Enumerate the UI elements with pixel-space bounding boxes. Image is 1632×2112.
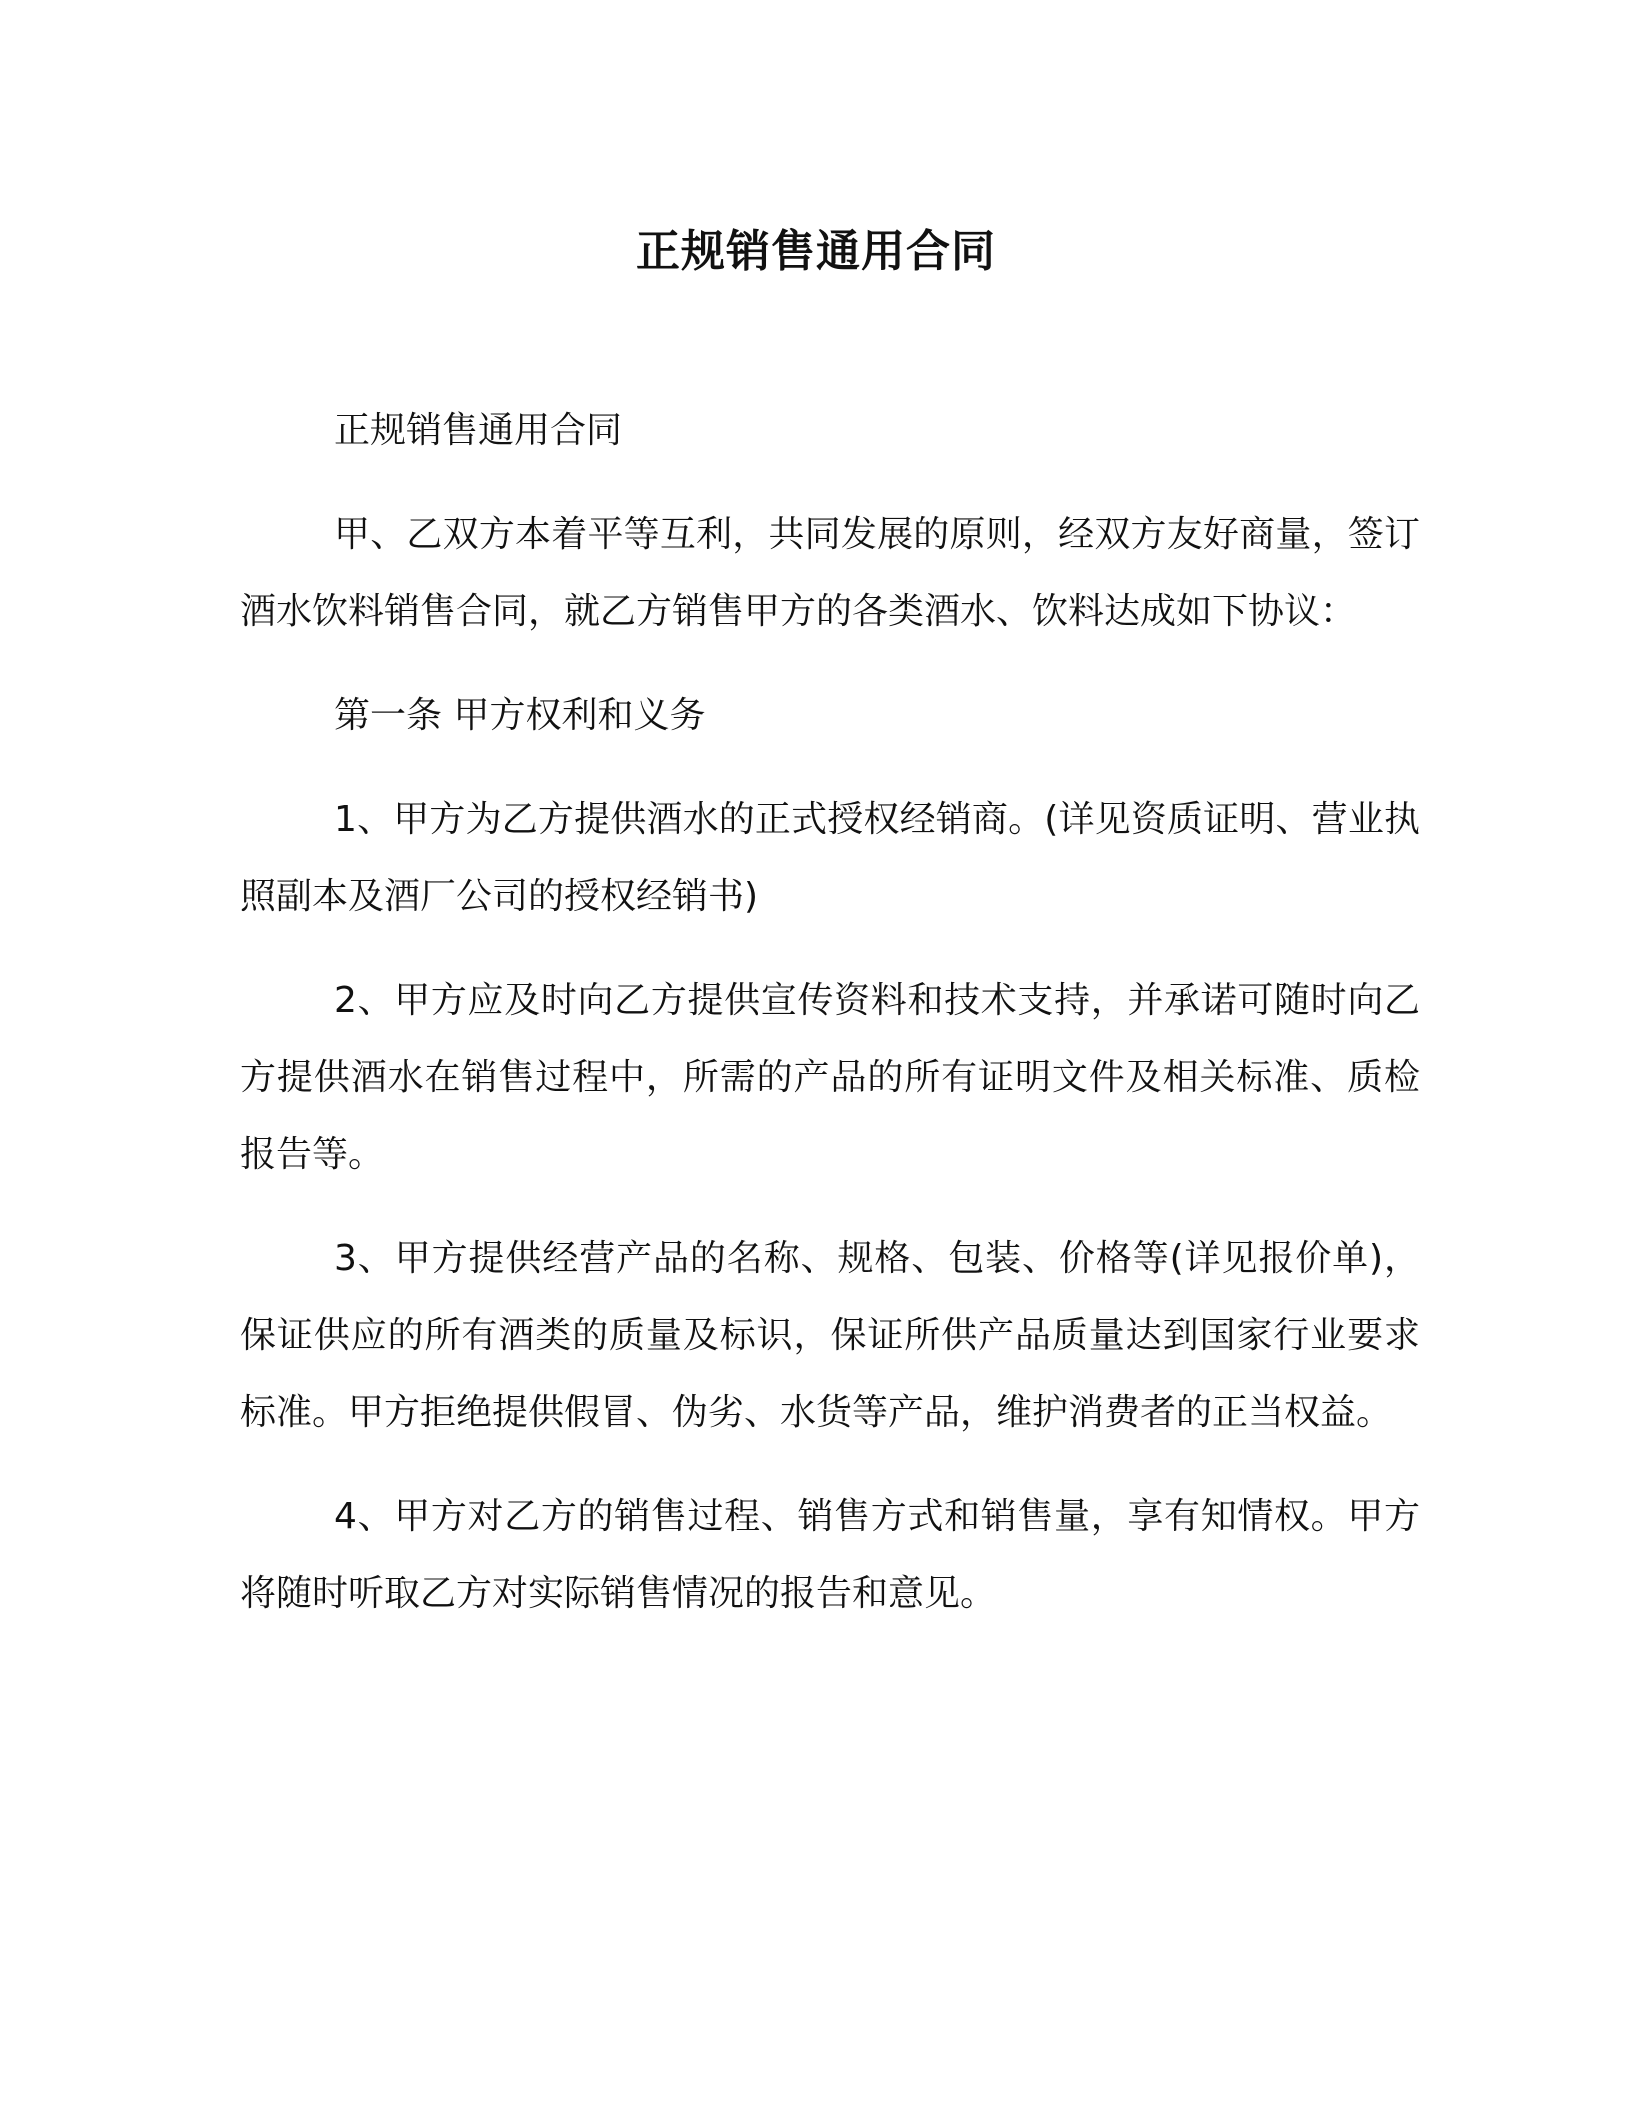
paragraph-clause-3: 3、甲方提供经营产品的名称、规格、包装、价格等(详见报价单)，保证供应的所有酒类的质量及标识，保证所供产品质量达到国家行业要求标准。甲方拒绝提供假冒、伪劣、水货等产品，维护消费者的正当权益。 xyxy=(240,1238,1420,1433)
paragraph-clause-1: 1、甲方为乙方提供酒水的正式授权经销商。(详见资质证明、营业执照副本及酒厂公司的授权经销书) xyxy=(240,799,1420,917)
paragraph-preamble: 甲、乙双方本着平等互利，共同发展的原则，经双方友好商量，签订酒水饮料销售合同，就乙方销售甲方的各类酒水、饮料达成如下协议： xyxy=(240,514,1420,632)
document-body xyxy=(240,392,1420,1659)
paragraph-clause-4: 4、甲方对乙方的销售过程、销售方式和销售量，享有知情权。甲方将随时听取乙方对实际销售情况的报告和意见。 xyxy=(240,1496,1420,1614)
paragraph-subtitle: 正规销售通用合同 xyxy=(334,410,623,451)
paragraph-article-heading: 第一条 甲方权利和义务 xyxy=(334,695,706,736)
document-title: 正规销售通用合同 xyxy=(636,226,996,277)
paragraph-clause-2: 2、甲方应及时向乙方提供宣传资料和技术支持，并承诺可随时向乙方提供酒水在销售过程中，所需的产品的所有证明文件及相关标准、质检报告等。 xyxy=(240,980,1420,1175)
